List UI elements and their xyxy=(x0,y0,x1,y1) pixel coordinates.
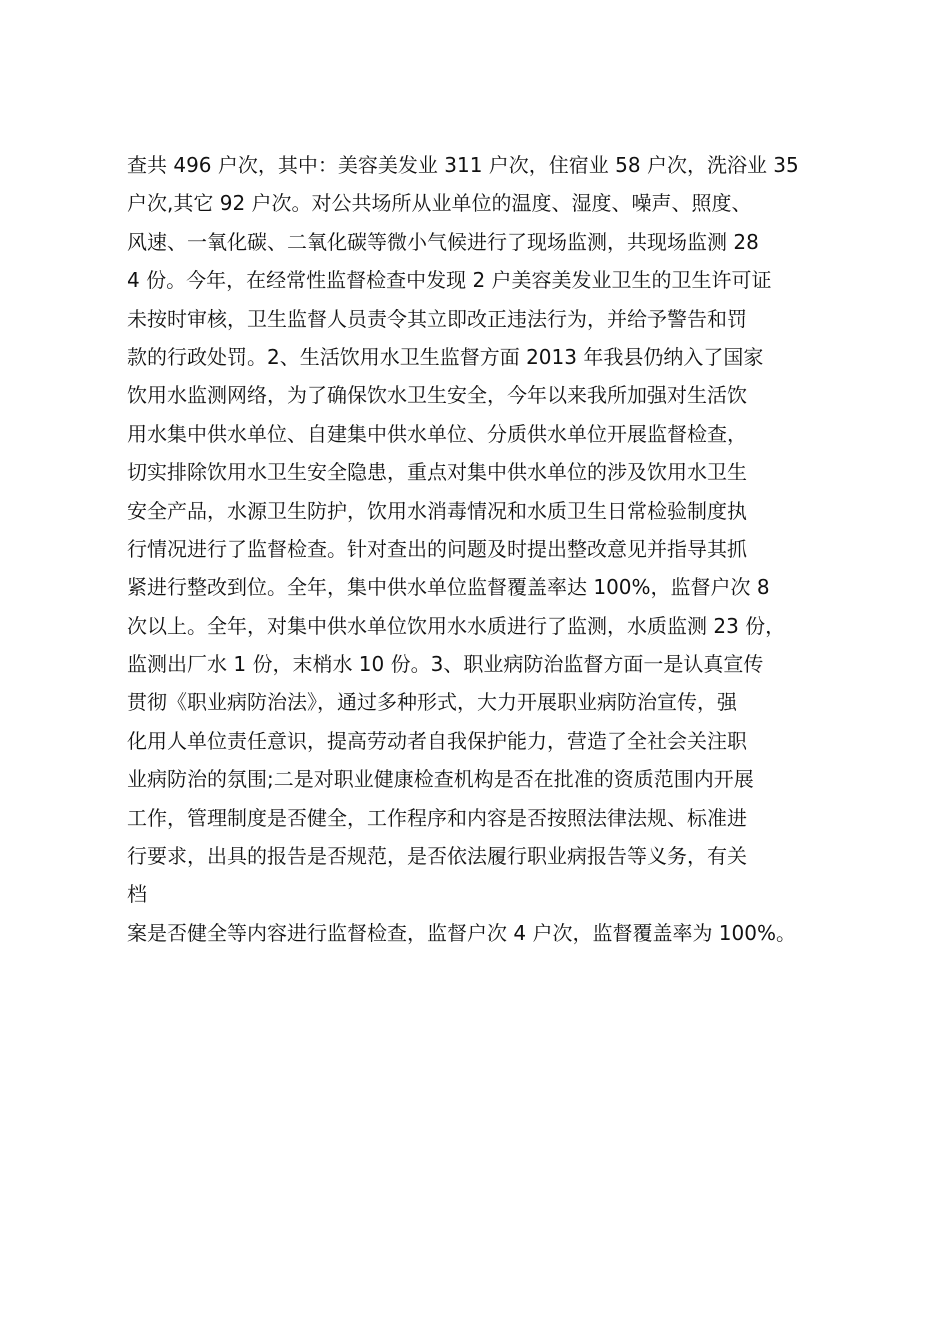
text-line: 用水集中供水单位、自建集中供水单位、分质供水单位开展监督检查， xyxy=(127,421,747,446)
text-line: 工作，管理制度是否健全，工作程序和内容是否按照法律法规、标准进 xyxy=(127,805,747,830)
text-line: 业病防治的氛围;二是对职业健康检查机构是否在批准的资质范围内开展 xyxy=(127,767,754,792)
text-line: 行情况进行了监督检查。针对查出的问题及时提出整改意见并指导其抓 xyxy=(127,536,747,561)
text-line: 档 xyxy=(127,882,147,907)
text-line: 行要求，出具的报告是否规范，是否依法履行职业病报告等义务，有关 xyxy=(127,844,747,869)
text-line: 风速、一氧化碳、二氧化碳等微小气候进行了现场监测，共现场监测 28 xyxy=(127,229,759,254)
text-line: 4 份。今年，在经常性监督检查中发现 2 户美容美发业卫生的卫生许可证 xyxy=(127,268,772,293)
text-line: 安全产品，水源卫生防护，饮用水消毒情况和水质卫生日常检验制度执 xyxy=(127,498,747,523)
text-line: 贯彻《职业病防治法》，通过多种形式，大力开展职业病防治宣传，强 xyxy=(127,690,737,715)
text-line: 次以上。全年，对集中供水单位饮用水水质进行了监测，水质监测 23 份， xyxy=(127,613,786,638)
text-line: 紧进行整改到位。全年，集中供水单位监督覆盖率达 100%，监督户次 8 xyxy=(127,575,770,600)
text-line: 户次,其它 92 户次。对公共场所从业单位的温度、湿度、噪声、照度、 xyxy=(127,191,752,216)
body-text xyxy=(127,146,857,952)
text-line: 化用人单位责任意识，提高劳动者自我保护能力，营造了全社会关注职 xyxy=(127,728,747,753)
text-line: 饮用水监测网络，为了确保饮水卫生安全，今年以来我所加强对生活饮 xyxy=(127,383,747,408)
text-line: 款的行政处罚。2、生活饮用水卫生监督方面 2013 年我县仍纳入了国家 xyxy=(127,344,764,369)
text-line: 查共 496 户次，其中：美容美发业 311 户次，住宿业 58 户次，洗浴业 35 xyxy=(127,153,799,177)
text-line: 监测出厂水 1 份，末梢水 10 份。3、职业病防治监督方面一是认真宣传 xyxy=(127,652,764,677)
text-line: 切实排除饮用水卫生安全隐患，重点对集中供水单位的涉及饮用水卫生 xyxy=(127,460,747,485)
text-line: 未按时审核，卫生监督人员责令其立即改正违法行为，并给予警告和罚 xyxy=(127,306,747,331)
text-line: 案是否健全等内容进行监督检查，监督户次 4 户次，监督覆盖率为 100%。 xyxy=(127,920,796,945)
